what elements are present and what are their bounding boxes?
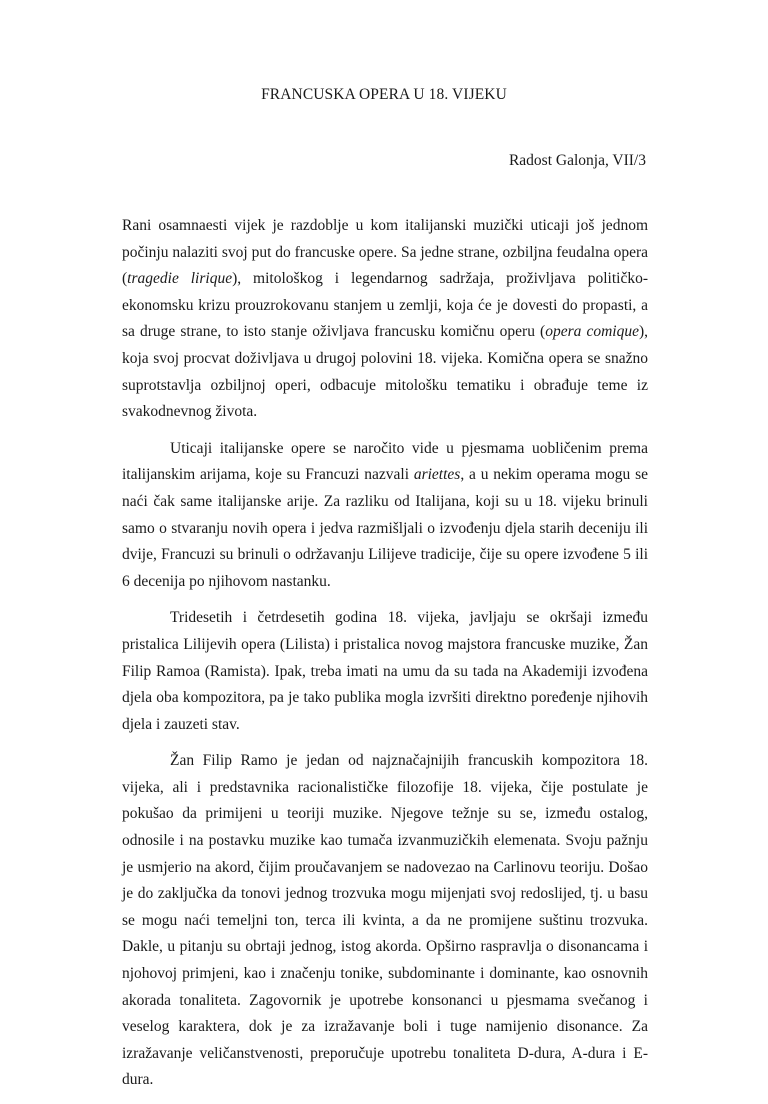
- document-body: [122, 213, 648, 1104]
- author-line: Radost Galonja, VII/3: [508, 152, 646, 169]
- document-title: FRANCUSKA OPERA U 18. VIJEKU: [261, 86, 507, 103]
- paragraph-3: Tridesetih i četrdesetih godina 18. vijeka, javljaju se okršaji između pristalica Lilijevih opera (Lilista) i pristalica novog majstora francuske muzike, Žan Filip Ramoa (Ramista). Ipak, treba imati na umu da su tada na Akademiji izvođena djela oba kompozitora, pa je tako publika mogla izvršiti direktno poređenje njihovih djela i zauzeti stav.: [122, 609, 648, 733]
- paragraph-1: Rani osamnaesti vijek je razdoblje u kom italijanski muzički uticaji još jednom počinju nalaziti svoj put do francuske opere. Sa jedne strane, ozbiljna feudalna opera (tragedie lirique), mitološkog i legendarnog sadržaja, proživljava političko-ekonomsku krizu prouzrokovanu stanjem u zemlji, koja će je dovesti do propasti, a sa druge strane, to isto stanje oživljava francusku komičnu operu (opera comique), koja svoj procvat doživljava u drugoj polovini 18. vijeka. Komična opera se snažno suprotstavlja ozbiljnoj operi, odbacuje mitološku tematiku i obrađuje teme iz svakodnevnog života.: [122, 217, 649, 421]
- paragraph-4: Žan Filip Ramo je jedan od najznačajnijih francuskih kompozitora 18. vijeka, ali i predstavnika racionalističke filozofije 18. vijeka, čije postulate je pokušao da primijeni u teoriji muzike. Njegove težnje su se, između ostalog, odnosile i na postavku muzike kao tumača izvanmuzičkih elemenata. Svoju pažnju je usmjerio na akord, čijim proučavanjem se nadovezao na Carlinovu teoriju. Došao je do zaključka da tonovi jednog trozvuka mogu mijenjati svoj redoslijed, tj. u basu se mogu naći temeljni ton, terca ili kvinta, a da ne promijene suštinu trozvuka. Dakle, u pitanju su obrtaji jednog, istog akorda. Opširno raspravlja o disonancama i njohovoj primjeni, kao i značenju tonike, subdominante i dominante, kao osnovnih akorada tonaliteta. Zagovornik je upotrebe konsonanci u pjesmama svečanog i veselog karaktera, dok je za izražavanje boli i tuge namijenio disonance. Za izražavanje veličanstvenosti, preporučuje upotrebu tonaliteta D-dura, A-dura i E-dura.: [122, 752, 648, 1089]
- paragraph-2: Uticaji italijanske opere se naročito vide u pjesmama uobličenim prema italijanskim arijama, koje su Francuzi nazvali ariettes, a u nekim operama mogu se naći čak same italijanske arije. Za razliku od Italijana, koji su u 18. vijeku brinuli samo o stvaranju novih opera i jedva razmišljali o izvođenju djela starih deceniju ili dvije, Francuzi su brinuli o održavanju Lilijeve tradicije, čije su opere izvođene 5 ili 6 decenija po njihovom nastanku.: [122, 439, 648, 590]
